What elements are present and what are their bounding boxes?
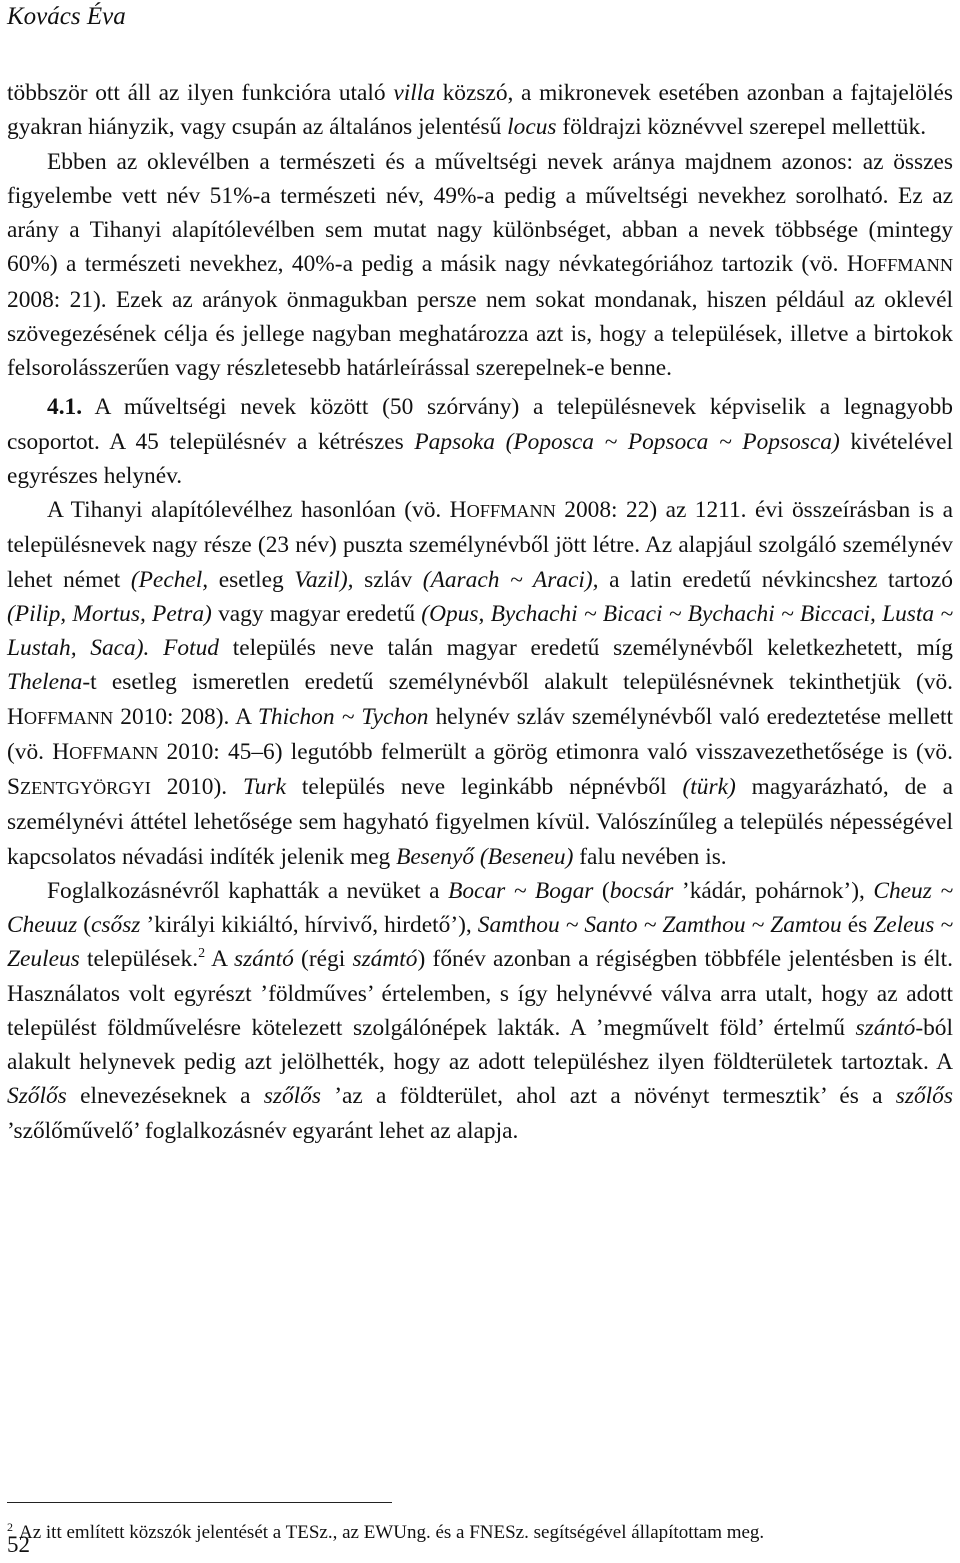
text-span: a latin eredetű névkincshez tartozó xyxy=(598,566,953,593)
text-span: közszó, a mikronevek esetében azonban a fajtajelölés gyakran hiányzik, vagy csupán az általános jelentésű xyxy=(7,80,953,141)
text-span: 2010: 45–6) legutóbb felmerült a görög etimonra való visszavezethetősége is (vö. S xyxy=(7,738,953,800)
text-span: esetleg xyxy=(208,566,295,593)
text-span: ’szőlőművelő’ foglalkozásnév egyaránt lehet az alapja. xyxy=(7,1117,519,1144)
smallcaps-author: OFFMANN xyxy=(69,742,159,763)
running-header-author: Kovács Éva xyxy=(7,3,126,30)
text-span: szláv xyxy=(353,566,423,593)
italic-term: Thichon ~ Tychon xyxy=(257,703,429,730)
paragraph-4 xyxy=(7,493,953,874)
text-span: 2010). xyxy=(150,774,244,800)
footnote-marker: 2 xyxy=(7,1520,13,1534)
text-span: -ból alakult helynevek pedig azt jelölhették, hogy az adott településhez ilyen földterületek tartoztak. A xyxy=(7,1014,953,1075)
text-span: ’királyi kikiáltó, hírvivő, hirdető’), xyxy=(140,912,478,938)
text-span: elnevezéseknek a xyxy=(66,1083,264,1110)
italic-term: Vazil), xyxy=(294,566,354,593)
italic-term: Bocar ~ Bogar xyxy=(448,877,594,904)
text-span xyxy=(149,635,163,661)
text-span: A műveltségi nevek között (50 szórvány) a településnevek képviselik a legnagyobb csoportot. A 45 településnév a kétrészes xyxy=(7,394,953,455)
text-span: A Tihanyi alapítólevélhez hasonlóan (vö. H xyxy=(47,497,467,523)
italic-term: villa xyxy=(393,80,435,106)
italic-term: szántó xyxy=(233,946,294,973)
text-span: (régi xyxy=(293,946,353,973)
footnote-reference[interactable]: 2 xyxy=(198,946,206,962)
italic-term: locus xyxy=(507,114,557,141)
italic-term: (Aarach ~ Araci), xyxy=(422,566,599,593)
smallcaps-author: OFFMANN xyxy=(863,255,953,276)
footnote-text: Az itt említett közszók jelentését a TESz., az EWUng. és a FNESz. segítségével állapítottam meg. xyxy=(19,1522,765,1543)
paragraph-5 xyxy=(7,874,953,1148)
page-number: 52 xyxy=(7,1532,30,1557)
smallcaps-author: OFFMANN xyxy=(23,707,114,728)
italic-term: Besenyő (Beseneu) xyxy=(396,843,574,870)
text-span: ( xyxy=(77,912,92,938)
section-number: 4.1. xyxy=(47,394,83,421)
italic-term: Papsoka (Poposca ~ Popsoca ~ Popsosca) xyxy=(414,428,840,455)
footnote-separator xyxy=(7,1502,392,1503)
italic-term: csősz xyxy=(91,912,141,938)
italic-term: bocsár xyxy=(609,877,674,904)
text-span: település neve talán magyar eredetű személynévből keletkezhetett, míg xyxy=(219,635,953,661)
italic-term: szőlős xyxy=(263,1083,321,1110)
text-span: település neve leginkább népnévből xyxy=(285,774,683,800)
text-span: és xyxy=(841,912,874,938)
text-span: többször ott áll az ilyen funkcióra utaló xyxy=(7,80,394,106)
italic-term: (Pilip, Mortus, Petra) xyxy=(7,600,212,627)
italic-term: Turk xyxy=(243,774,286,800)
text-span: ( xyxy=(593,877,610,904)
text-span: vagy magyar eredetű xyxy=(211,600,422,627)
italic-term: (Opus, Bychachi ~ Bicaci ~ Bychachi ~ Biccaci, Lusta ~ Lustah, Saca). xyxy=(7,600,954,661)
text-span: ’kádár, pohárnok’), xyxy=(673,877,874,904)
text-span: helynév szláv személynévből való eredeztetése mellett (vö. H xyxy=(7,703,953,765)
smallcaps-author: ZENTGYÖRGYI xyxy=(20,778,151,798)
footnote xyxy=(7,1515,764,1545)
italic-term: szőlős xyxy=(895,1083,953,1110)
text-span: ’az a földterület, ahol azt a növényt termesztik’ és a xyxy=(320,1083,896,1110)
text-span: -t esetleg ismeretlen eredetű személynévből alakult településnévnek tekinthetjük (vö. H xyxy=(7,669,953,730)
paragraph-2 xyxy=(7,145,953,386)
body-text xyxy=(7,76,953,1148)
italic-term: (türk) xyxy=(682,774,736,800)
text-span: földrajzi köznévvel szerepel mellettük. xyxy=(556,114,927,141)
text-span: 2008: 21). Ezek az arányok önmagukban persze nem sokat mondanak, hiszen például az oklevél szövegezésének célja és jellege nagyban meghatározza azt is, hogy a települések, illetve a birtokok felsorolásszerűen vagy részletesebb határleírással szerepelnek-e benne. xyxy=(7,286,953,381)
text-span: falu nevében is. xyxy=(573,843,727,870)
paragraph-1 xyxy=(7,76,953,145)
text-span: Foglalkozásnévről kaphatták a nevüket a xyxy=(47,877,449,904)
text-span: kivételével egyrészes helynév. xyxy=(7,428,953,489)
text-span: 2010: 208). A xyxy=(113,703,258,730)
italic-term: Thelena xyxy=(7,669,83,696)
italic-term: számtó xyxy=(352,946,418,973)
smallcaps-author: OFFMANN xyxy=(466,501,556,521)
italic-term: Samthou ~ Santo ~ Zamthou ~ Zamtou xyxy=(477,912,842,938)
text-span: A xyxy=(205,946,234,973)
text-span: 2008: 22) az 1211. évi összeírásban is a településnevek nagy része (23 név) puszta személynévből jött létre. Az alapjául szolgáló személynév lehet német xyxy=(7,497,953,593)
italic-term: Fotud xyxy=(163,635,219,661)
italic-term: Cheuz ~ Cheuuz xyxy=(7,877,954,938)
text-span: települések. xyxy=(79,946,199,973)
italic-term: (Pechel, xyxy=(130,566,209,593)
text-span: Ebben az oklevélben a természeti és a műveltségi nevek aránya majdnem azonos: az összes figyelembe vett név 51%-a természeti név, 49%-a pedig a műveltségi nevekhez sorolható. Ez az arány a Tihanyi alapítólevélben sem mutat nagy különbséget, abban a nevek többsége (mintegy 60%) a természeti nevekhez, 40%-a pedig a másik nagy névkategóriához tartozik (vö. H xyxy=(7,148,953,278)
italic-term: Szőlős xyxy=(7,1083,67,1110)
italic-term: szántó xyxy=(855,1014,916,1041)
text-span: magyarázható, de a személynévi áttétel lehetősége sem hagyható figyelmen kívül. Valószínűleg a település népességével kapcsolatos névadási indíték jelenik meg xyxy=(7,774,953,870)
italic-term: Zeleus ~ Zeuleus xyxy=(7,912,953,973)
text-span: ) főnév azonban a régiségben többféle jelentésben is élt. Használatos volt egyrészt ’földműves’ értelemben, s így helynévvé válva arra utalt, hogy az adott települést földművelésre kötelezett szolgálónépek lakták. A ’megművelt föld’ értelmű xyxy=(7,946,953,1041)
paragraph-section-4-1 xyxy=(7,390,953,493)
